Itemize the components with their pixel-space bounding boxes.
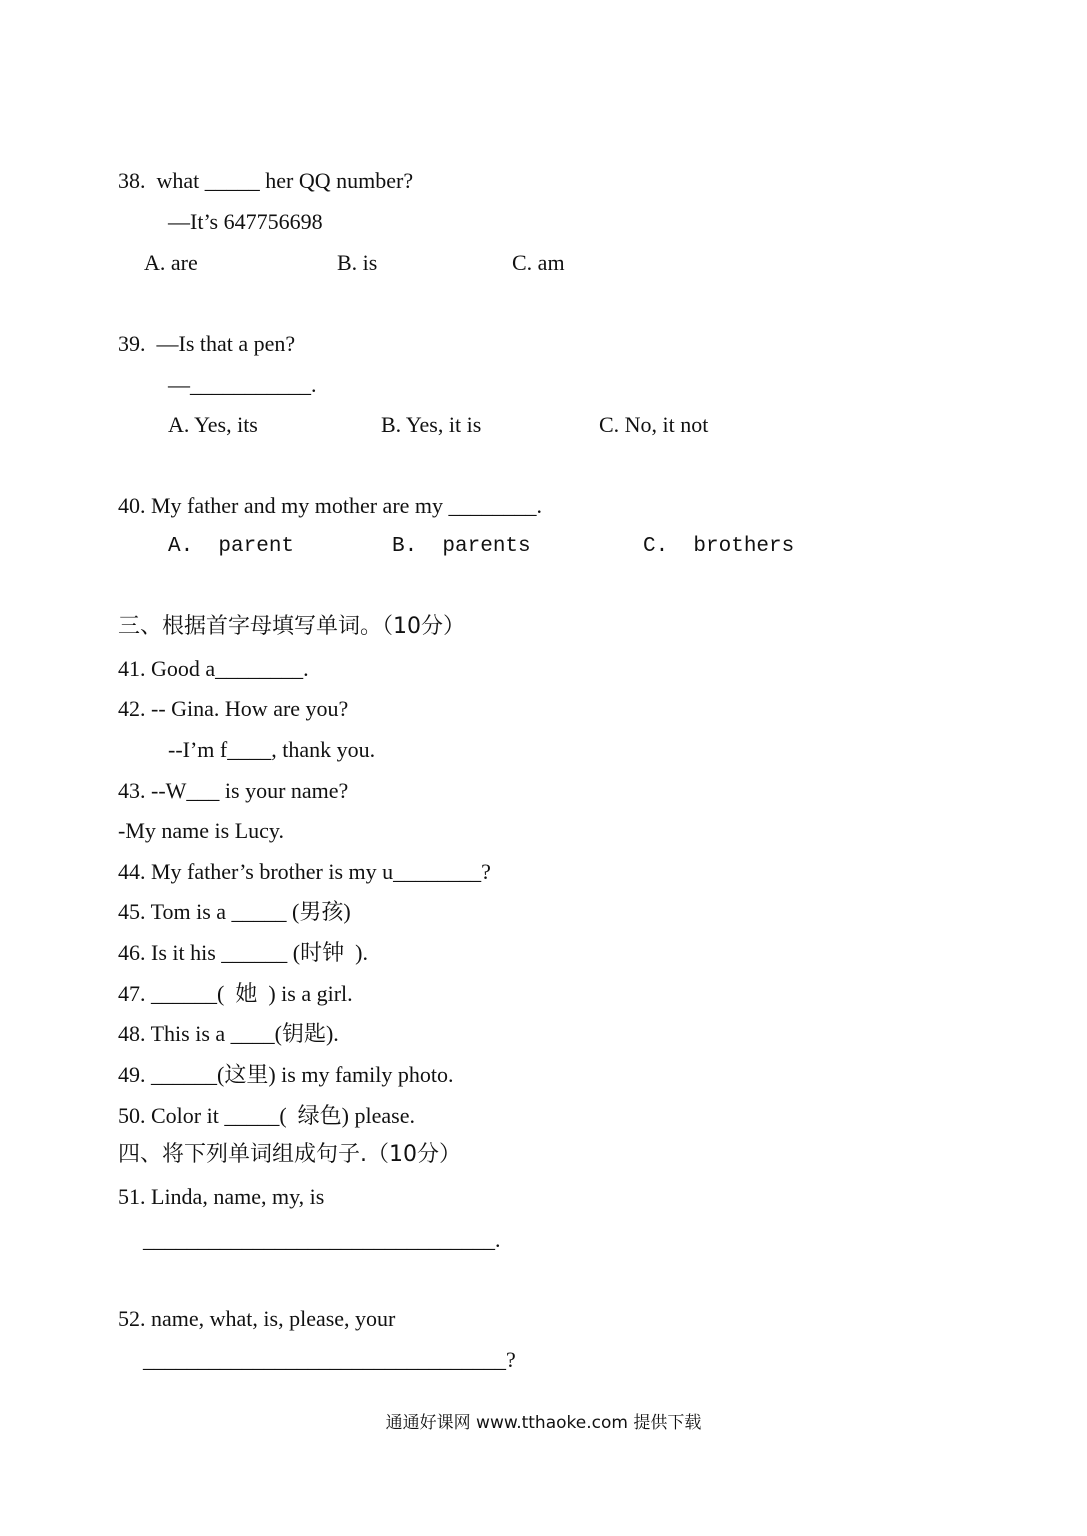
q39-answer: —___________.	[168, 372, 317, 397]
q42-reply: --I’m f____, thank you.	[168, 737, 376, 762]
q38-option-b: B. is	[337, 250, 378, 275]
q52-stem: 52. name, what, is, please, your	[118, 1306, 396, 1331]
q40-option-a: A. parent	[168, 535, 295, 558]
q39-stem: 39. —Is that a pen?	[118, 331, 296, 356]
q41: 41. Good a________.	[118, 656, 309, 681]
page-footer: 通通好课网 www.tthaoke.com 提供下载	[385, 1413, 702, 1433]
q39-option-a: A. Yes, its	[168, 412, 258, 437]
q39-option-b: B. Yes, it is	[381, 412, 482, 437]
q38-option-a: A. are	[144, 250, 198, 275]
q47: 47. ______( 她 ) is a girl.	[118, 981, 353, 1006]
q49: 49. ______(这里) is my family photo.	[118, 1062, 454, 1087]
q51-answer-line: ________________________________.	[143, 1227, 501, 1252]
q40-option-c: C. brothers	[643, 535, 795, 558]
q48: 48. This is a ____(钥匙).	[118, 1021, 339, 1046]
q43-question: 43. --W___ is your name?	[118, 778, 349, 803]
q38-option-c: C. am	[512, 250, 565, 275]
q50: 50. Color it _____( 绿色) please.	[118, 1103, 415, 1128]
q46: 46. Is it his ______ (时钟 ).	[118, 940, 368, 965]
q52-answer-line: _________________________________?	[143, 1347, 516, 1372]
q40-option-b: B. parents	[392, 535, 531, 558]
q38-answer: —It’s 647756698	[168, 209, 323, 234]
section4-heading: 四、将下列单词组成句子.（10分）	[118, 1142, 461, 1167]
q40-stem: 40. My father and my mother are my ________.	[118, 493, 543, 518]
q44: 44. My father’s brother is my u________?	[118, 859, 491, 884]
section3-heading: 三、根据首字母填写单词。（10分）	[118, 614, 465, 639]
q45: 45. Tom is a _____ (男孩)	[118, 899, 351, 924]
q51-stem: 51. Linda, name, my, is	[118, 1184, 325, 1209]
q38-stem: 38. what _____ her QQ number?	[118, 168, 414, 193]
q42-question: 42. -- Gina. How are you?	[118, 696, 349, 721]
q43-reply: -My name is Lucy.	[118, 818, 284, 843]
q39-option-c: C. No, it not	[599, 412, 709, 437]
